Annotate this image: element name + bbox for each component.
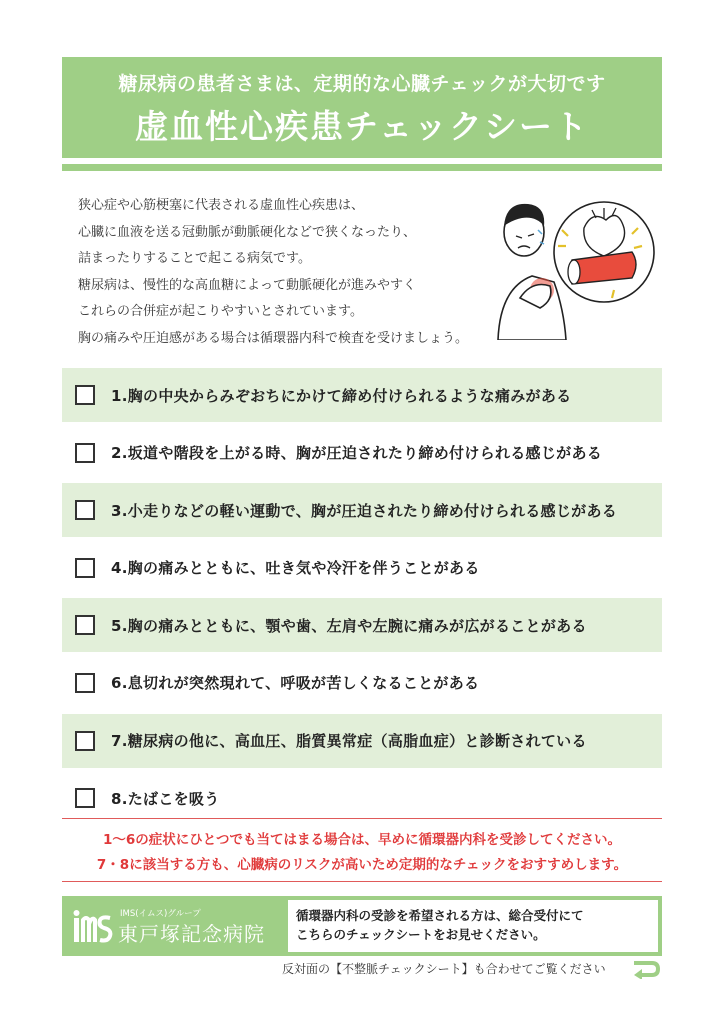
reception-info	[288, 900, 658, 952]
intro-line: 心臓に血液を送る冠動脈が動脈硬化などで狭くなったり、	[78, 224, 417, 240]
checklist-item[interactable]	[62, 426, 662, 480]
checkbox[interactable]	[75, 731, 95, 751]
chest-pain-illustration	[492, 190, 662, 340]
checklist-item[interactable]	[62, 483, 662, 537]
page-subtitle: 糖尿病の患者さまは、定期的な心臓チェックが大切です	[118, 73, 606, 95]
checkbox[interactable]	[75, 500, 95, 520]
checklist	[62, 368, 662, 829]
title-banner	[62, 57, 662, 158]
checklist-item[interactable]	[62, 714, 662, 768]
intro-text	[78, 193, 518, 352]
checkbox[interactable]	[75, 443, 95, 463]
hospital-name: 東戸塚記念病院	[118, 922, 265, 946]
intro-line: 狭心症や心筋梗塞に代表される虚血性心疾患は、	[78, 198, 365, 213]
notice-line: 7・8に該当する方も、心臓病のリスクが高いため定期的なチェックをおすすめします。	[96, 857, 628, 873]
checklist-item[interactable]	[62, 598, 662, 652]
hospital-logo-icon	[72, 910, 116, 944]
info-line: こちらのチェックシートをお見せください。	[296, 927, 546, 942]
checklist-item-label: 4.胸の痛みとともに、吐き気や冷汗を伴うことがある	[111, 559, 480, 578]
intro-line: これらの合併症が起こりやすいとされています。	[78, 304, 363, 319]
notice-line: 1～6の症状にひとつでも当てはまる場合は、早めに循環器内科を受診してください。	[102, 832, 621, 848]
divider-bar	[62, 164, 662, 171]
intro-line: 詰まったりすることで起こる病気です。	[78, 251, 311, 266]
hospital-box	[62, 896, 662, 956]
checkbox[interactable]	[75, 788, 95, 808]
checklist-item-label: 2.坂道や階段を上がる時、胸が圧迫されたり締め付けられる感じがある	[111, 444, 603, 463]
checklist-item[interactable]	[62, 656, 662, 710]
checkbox[interactable]	[75, 615, 95, 635]
intro-line: 糖尿病は、慢性的な高血糖によって動脈硬化が進みやすく	[78, 277, 417, 293]
footer-note: 反対面の【不整脈チェックシート】も合わせてご覧ください	[282, 962, 606, 976]
page-title: 虚血性心疾患チェックシート	[134, 107, 589, 146]
intro-line: 胸の痛みや圧迫感がある場合は循環器内科で検査を受けましょう。	[78, 330, 469, 346]
checkbox[interactable]	[75, 673, 95, 693]
checklist-item-label: 5.胸の痛みとともに、顎や歯、左肩や左腕に痛みが広がることがある	[111, 616, 587, 635]
checklist-item-label: 6.息切れが突然現れて、呼吸が苦しくなることがある	[111, 674, 480, 693]
checklist-item-label: 7.糖尿病の他に、高血圧、脂質異常症（高脂血症）と診断されている	[111, 732, 587, 751]
notice-top-rule	[62, 818, 662, 819]
checklist-item[interactable]	[62, 541, 662, 595]
notice-bottom-rule	[62, 881, 662, 882]
checklist-item[interactable]	[62, 368, 662, 422]
checkbox[interactable]	[75, 385, 95, 405]
checklist-item-label: 1.胸の中央からみぞおちにかけて締め付けられるような痛みがある	[111, 386, 572, 405]
checklist-item-label: 3.小走りなどの軽い運動で、胸が圧迫されたり締め付けられる感じがある	[111, 501, 618, 520]
checklist-item-label: 8.たばこを吸う	[111, 789, 220, 808]
checkbox[interactable]	[75, 558, 95, 578]
info-line: 循環器内科の受診を希望される方は、総合受付にて	[296, 908, 584, 923]
group-name: IMS(イムス)グループ	[120, 909, 201, 919]
turn-page-arrow-icon	[630, 959, 660, 979]
